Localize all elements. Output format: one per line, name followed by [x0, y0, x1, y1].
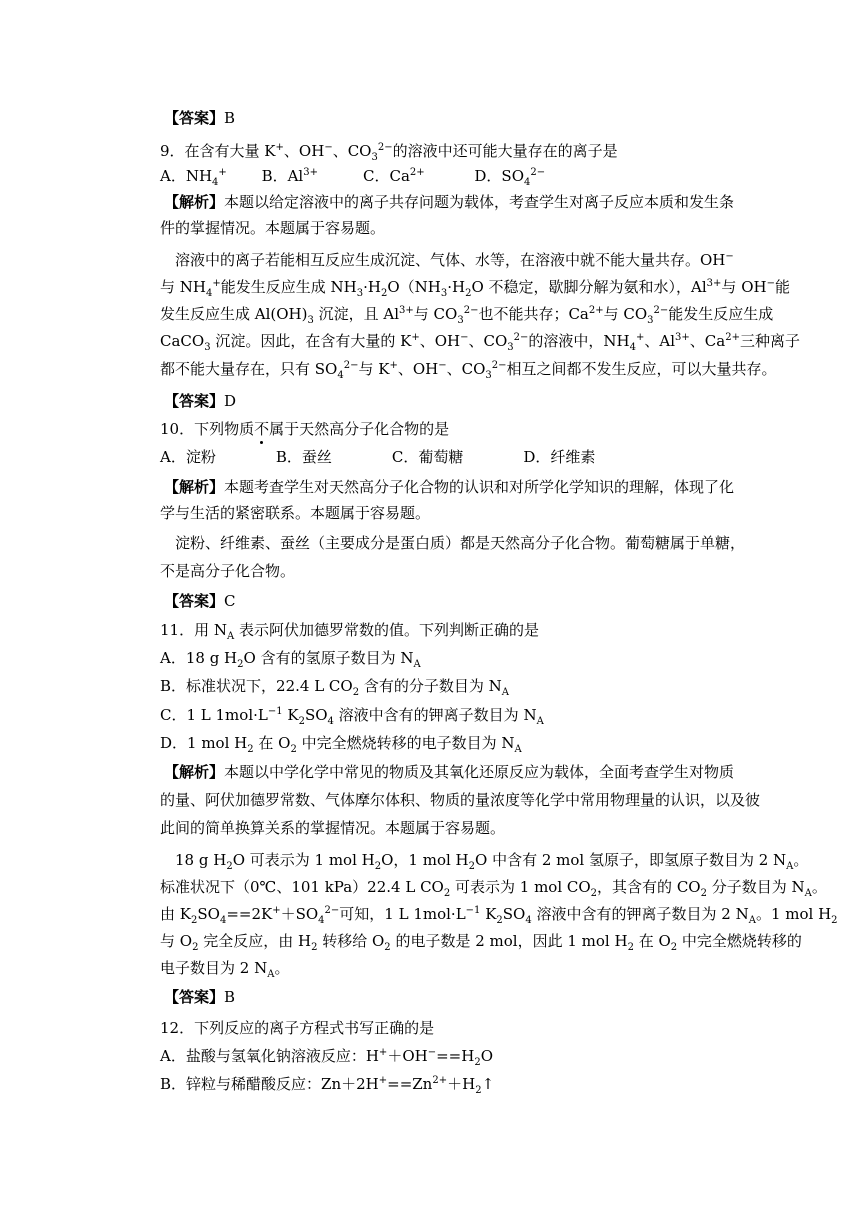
question-text: 属于天然高分子化合物的是	[269, 420, 450, 438]
line-ans10	[164, 591, 744, 615]
text-segment: 。	[274, 959, 290, 977]
line-q11	[160, 620, 740, 644]
superscript: 3+	[706, 278, 722, 289]
subscript: 2	[374, 861, 382, 872]
text-segment: 分子数目为 N	[706, 878, 805, 896]
text-segment: 可表示为 1 mol CO	[450, 878, 591, 896]
subscript: A	[748, 915, 756, 926]
line-q10-p2-1	[160, 533, 746, 557]
answer-bracket-open: 【	[164, 988, 180, 1006]
text-segment: C．Ca	[317, 167, 410, 185]
subscript: 3	[356, 288, 364, 299]
answer-bracket-open: 【	[164, 392, 180, 410]
superscript: −	[427, 1047, 437, 1058]
superscript: −1	[267, 706, 283, 717]
superscript: −1	[465, 905, 481, 916]
superscript: 3+	[675, 332, 690, 343]
subscript: 2	[290, 744, 297, 755]
superscript: +	[636, 332, 645, 343]
text-segment: O（NH	[387, 278, 441, 296]
text-segment: D．SO	[424, 167, 525, 185]
answer-value: D	[224, 392, 237, 410]
line-q11-p2-4	[160, 931, 802, 955]
superscript: −	[460, 332, 469, 343]
text-segment: 沉淀，且 Al	[313, 305, 400, 323]
line-q12-A	[160, 1046, 740, 1070]
text-segment: O 含有的氢原子数目为 N	[243, 649, 414, 667]
superscript: 2−	[513, 332, 529, 343]
subscript: 4	[524, 177, 531, 188]
text-segment: 11．用 N	[160, 621, 227, 639]
text-segment: 、CO	[332, 142, 372, 160]
superscript: +	[275, 142, 284, 153]
text-segment: 12．下列反应的离子方程式书写正确的是	[160, 1019, 435, 1037]
text-segment: A．淀粉 B．蚕丝 C．葡萄糖 D．纤维素	[160, 448, 596, 466]
text-segment: 与 CO	[603, 305, 648, 323]
superscript: +	[411, 332, 420, 343]
subscript: 4	[629, 342, 636, 353]
subscript: 4	[525, 915, 532, 926]
line-q9-p2-5	[160, 359, 777, 383]
text-segment: SO	[304, 706, 328, 724]
text-segment: 、CO	[446, 360, 486, 378]
text-segment: 。	[793, 851, 809, 869]
subscript: 2	[352, 687, 360, 698]
text-segment: 、Al	[644, 332, 676, 350]
line-q10-analysis-1	[164, 477, 744, 501]
subscript: 2	[384, 942, 391, 953]
line-q9	[160, 141, 740, 165]
line-q10-opts	[160, 447, 740, 471]
line-q11-B	[160, 676, 740, 700]
subscript: 2	[192, 942, 199, 953]
text-segment: B．Al	[226, 167, 304, 185]
superscript: 2−	[530, 167, 546, 178]
subscript: 2	[443, 888, 451, 899]
superscript: 2−	[463, 305, 479, 316]
subscript: 2	[237, 659, 244, 670]
text-segment: 学与生活的紧密联系。本题属于容易题。	[160, 504, 431, 522]
superscript: 2−	[343, 360, 359, 371]
text-segment: K	[480, 905, 497, 923]
answer-value: B	[224, 109, 236, 127]
subscript: 4	[219, 915, 227, 926]
line-q10	[160, 419, 740, 443]
answer-value: B	[224, 988, 236, 1006]
text-segment: 沉淀。因此，在含有大量的 K	[210, 332, 412, 350]
subscript: 3	[307, 315, 314, 326]
text-segment: 中完全燃烧转移的电子数目为 N	[296, 734, 515, 752]
subscript: A	[413, 659, 421, 670]
text-segment: ＋H	[447, 1075, 476, 1093]
subscript: 2	[247, 744, 254, 755]
analysis-bracket-open: 【	[164, 478, 180, 496]
subscript: 2	[474, 1057, 481, 1068]
text-segment: 本题考查学生对天然高分子化合物的认识和对所学化学知识的理解，体现了化	[224, 478, 735, 496]
text-segment: 溶液中的离子若能相互反应生成沉淀、气体、水等，在溶液中就不能大量共存。OH	[160, 251, 726, 269]
text-segment: ↑	[481, 1075, 495, 1093]
superscript: −	[766, 278, 775, 289]
subscript: 2	[670, 942, 678, 953]
superscript: +	[378, 1075, 388, 1086]
text-segment: O	[480, 1047, 493, 1065]
text-segment: 能发生反应生成 NH	[220, 278, 357, 296]
text-segment: 、OH	[419, 332, 461, 350]
superscript: +	[218, 167, 227, 178]
line-q12	[160, 1018, 740, 1042]
subscript: 4	[318, 915, 325, 926]
line-q11-p2-1	[160, 850, 809, 874]
subscript: 4	[337, 370, 344, 381]
text-segment: 、OH	[397, 360, 439, 378]
text-segment: 此间的简单换算关系的掌握情况。本题属于容易题。	[160, 819, 506, 837]
text-segment: 不是高分子化合物。	[160, 562, 296, 580]
subscript: 3	[485, 370, 492, 381]
text-segment: O 不稳定，歇脚分解为氨和水），Al	[471, 278, 707, 296]
text-segment: 与 NH	[160, 278, 206, 296]
text-segment: B．锌粒与稀醋酸反应：Zn＋2H	[160, 1075, 379, 1093]
text-segment: 与 OH	[721, 278, 767, 296]
text-segment: 的溶液中还可能大量存在的离子是	[392, 142, 618, 160]
answer-label: 答案	[179, 109, 210, 127]
text-segment: 中完全燃烧转移的	[677, 932, 802, 950]
text-segment: O 中含有 2 mol 氢原子，即氢原子数目为 2 N	[475, 851, 787, 869]
analysis-bracket-close: 】	[209, 763, 225, 781]
line-q10-p2-2	[160, 561, 740, 585]
subscript: A	[226, 631, 235, 642]
subscript: A	[514, 744, 522, 755]
line-q11-A	[160, 648, 740, 672]
line-q9-p2-4	[160, 331, 800, 355]
line-q11-p2-5	[160, 958, 740, 982]
text-segment: A．NH	[160, 167, 213, 185]
text-segment: 、OH	[283, 142, 325, 160]
text-segment: 溶液中含有的钾离子数目为 N	[333, 706, 537, 724]
superscript: 3+	[303, 167, 318, 178]
line-q9-analysis-1	[164, 192, 744, 216]
subscript: 3	[647, 315, 654, 326]
line-q9-analysis-2	[160, 218, 740, 242]
subscript: 2	[831, 915, 838, 926]
text-segment: 也不能共存；Ca	[478, 305, 589, 323]
subscript: 4	[205, 288, 213, 299]
text-segment: ·H	[447, 278, 466, 296]
line-ans9	[164, 391, 744, 415]
text-segment: 、Ca	[689, 332, 726, 350]
line-q11-p2-3	[160, 904, 838, 928]
superscript: +	[378, 1047, 388, 1058]
text-segment: 由 K	[160, 905, 191, 923]
subscript: 2	[700, 888, 707, 899]
text-segment: B．标准状况下，22.4 L CO	[160, 677, 353, 695]
superscript: 2−	[324, 905, 340, 916]
question-text: 10．下列物质	[160, 420, 255, 438]
superscript: −	[324, 142, 333, 153]
subscript: 2	[380, 288, 388, 299]
text-segment: 。	[811, 878, 827, 896]
superscript: 2+	[725, 332, 740, 343]
text-segment: D．1 mol H	[160, 734, 248, 752]
line-ans11	[164, 987, 744, 1011]
line-q11-D	[160, 733, 740, 757]
superscript: 2+	[588, 305, 604, 316]
text-segment: A．盐酸与氢氧化钠溶液反应：H	[160, 1047, 379, 1065]
answer-label: 答案	[179, 592, 210, 610]
text-segment: 都不能大量存在，只有 SO	[160, 360, 338, 378]
text-segment: 本题以给定溶液中的离子共存问题为载体，考查学生对离子反应本质和发生条	[224, 193, 735, 211]
text-segment: SO	[502, 905, 526, 923]
emphasized-word: 不	[254, 420, 270, 438]
line-q9-p2-3	[160, 304, 774, 328]
text-segment: 能	[774, 278, 790, 296]
subscript: 2	[468, 861, 475, 872]
answer-label: 答案	[179, 988, 210, 1006]
subscript: 2	[298, 716, 305, 727]
text-segment: 转移给 O	[317, 932, 385, 950]
text-segment: 相互之间都不发生反应，可以大量共存。	[506, 360, 777, 378]
text-segment: ==Zn	[387, 1075, 433, 1093]
subscript: 2	[311, 942, 318, 953]
analysis-bracket-close: 】	[209, 193, 225, 211]
text-segment: O，1 mol H	[381, 851, 469, 869]
text-segment: ＋SO	[280, 905, 319, 923]
answer-bracket-close: 】	[209, 392, 225, 410]
subscript: 2	[190, 915, 198, 926]
superscript: 2−	[491, 360, 507, 371]
text-segment: SO	[197, 905, 220, 923]
subscript: A	[536, 716, 544, 727]
subscript: 2	[226, 861, 233, 872]
text-segment: ==2K	[226, 905, 273, 923]
superscript: −	[438, 360, 447, 371]
text-segment: 淀粉、纤维素、蚕丝（主要成分是蛋白质）都是天然高分子化合物。葡萄糖属于单糖，	[160, 534, 746, 552]
subscript: A	[501, 687, 509, 698]
text-segment: 的电子数是 2 mol，因此 1 mol H	[390, 932, 628, 950]
subscript: 2	[627, 942, 634, 953]
text-segment: ，其含有的 CO	[597, 878, 701, 896]
subscript: 3	[204, 342, 211, 353]
superscript: 2+	[409, 167, 425, 178]
line-q11-analysis-2	[160, 790, 761, 814]
subscript: 2	[590, 888, 598, 899]
superscript: 2+	[432, 1075, 448, 1086]
line-q11-C	[160, 705, 740, 729]
text-segment: O 可表示为 1 mol H	[232, 851, 375, 869]
text-segment: 表示阿伏加德罗常数的值。下列判断正确的是	[234, 621, 539, 639]
text-segment: K	[282, 706, 299, 724]
text-segment: 在 O	[253, 734, 291, 752]
subscript: 2	[465, 288, 472, 299]
answer-value: C	[224, 592, 236, 610]
answer-bracket-open: 【	[164, 109, 180, 127]
subscript: 2	[475, 1085, 482, 1096]
analysis-label: 解析	[179, 763, 210, 781]
text-segment: CaCO	[160, 332, 205, 350]
analysis-bracket-open: 【	[164, 193, 180, 211]
text-segment: 、CO	[468, 332, 508, 350]
subscript: 3	[507, 342, 514, 353]
line-q9-p2-1	[160, 250, 740, 274]
text-segment: 电子数目为 2 N	[160, 959, 268, 977]
analysis-label: 解析	[179, 193, 210, 211]
subscript: A	[804, 888, 812, 899]
text-segment: 18 g H	[160, 851, 227, 869]
superscript: +	[272, 905, 281, 916]
subscript: A	[786, 861, 794, 872]
analysis-label: 解析	[179, 478, 210, 496]
line-q10-analysis-2	[160, 503, 740, 527]
text-segment: 溶液中含有的钾离子数目为 2 N	[531, 905, 749, 923]
subscript: 3	[440, 288, 448, 299]
text-segment: 含有的分子数目为 N	[359, 677, 502, 695]
superscript: 2−	[377, 142, 393, 153]
text-segment: 在 O	[633, 932, 671, 950]
text-segment: C．1 L 1mol·L	[160, 706, 268, 724]
line-q9-p2-2	[160, 277, 790, 301]
subscript: 4	[327, 716, 334, 727]
text-segment: 完全反应，由 H	[198, 932, 312, 950]
superscript: +	[212, 278, 221, 289]
subscript: 3	[371, 152, 378, 163]
text-segment: 。1 mol H	[755, 905, 832, 923]
answer-bracket-close: 】	[209, 109, 225, 127]
text-segment: 与 K	[358, 360, 390, 378]
superscript: 2−	[653, 305, 669, 316]
text-segment: 件的掌握情况。本题属于容易题。	[160, 219, 386, 237]
text-segment: 与 O	[160, 932, 193, 950]
line-q9-opts	[160, 166, 740, 190]
line-q11-analysis-1	[164, 762, 744, 786]
line-ans8	[164, 108, 744, 132]
answer-bracket-close: 】	[209, 592, 225, 610]
text-segment: 三种离子	[739, 332, 800, 350]
text-segment: 的量、阿伏加德罗常数、气体摩尔体积、物质的量浓度等化学中常用物理量的认识，以及彼	[160, 791, 761, 809]
text-segment: ＋OH	[387, 1047, 428, 1065]
subscript: 4	[212, 177, 219, 188]
subscript: A	[267, 969, 275, 980]
text-segment: 与 CO	[413, 305, 458, 323]
analysis-bracket-close: 】	[209, 478, 225, 496]
answer-bracket-close: 】	[209, 988, 225, 1006]
text-segment: ==H	[436, 1047, 475, 1065]
answer-label: 答案	[179, 392, 210, 410]
analysis-bracket-open: 【	[164, 763, 180, 781]
line-q12-B	[160, 1074, 740, 1098]
answer-bracket-open: 【	[164, 592, 180, 610]
superscript: 3+	[399, 305, 414, 316]
subscript: 2	[496, 915, 503, 926]
text-segment: 9．在含有大量 K	[160, 142, 276, 160]
subscript: 3	[457, 315, 464, 326]
line-q11-p2-2	[160, 877, 827, 901]
text-segment: 能发生反应生成	[668, 305, 774, 323]
text-segment: 发生反应生成 Al(OH)	[160, 305, 308, 323]
text-segment: 本题以中学化学中常见的物质及其氧化还原反应为载体，全面考查学生对物质	[224, 763, 735, 781]
text-segment: A．18 g H	[160, 649, 238, 667]
text-segment: ·H	[363, 278, 381, 296]
superscript: +	[389, 360, 398, 371]
text-segment: 可知，1 L 1mol·L	[339, 905, 466, 923]
text-segment: 标准状况下（0℃、101 kPa）22.4 L CO	[160, 878, 444, 896]
line-q11-analysis-3	[160, 818, 740, 842]
superscript: −	[725, 251, 734, 262]
text-segment: 的溶液中，NH	[528, 332, 630, 350]
